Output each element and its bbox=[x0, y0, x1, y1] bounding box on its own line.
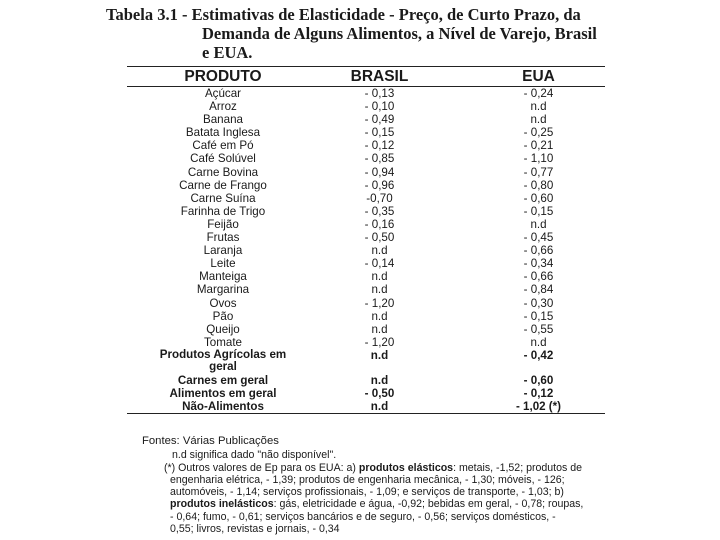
brasil-value: - 0,10 bbox=[364, 100, 395, 114]
product-name: Frutas bbox=[206, 231, 240, 245]
eua-value: - 0,84 bbox=[523, 283, 554, 297]
summary-row-alimentos bbox=[127, 387, 605, 400]
eua-value: - 0,12 bbox=[523, 386, 554, 400]
eua-value: - 0,21 bbox=[523, 139, 554, 153]
brasil-value: n.d bbox=[371, 309, 388, 323]
table-top-rule bbox=[127, 66, 605, 67]
header-produto: PRODUTO bbox=[184, 68, 262, 85]
table-row bbox=[127, 310, 605, 323]
summary-row-nao-alimentos bbox=[127, 400, 605, 414]
product-name: Feijão bbox=[207, 217, 239, 231]
eua-value: - 0,15 bbox=[523, 309, 554, 323]
brasil-value: - 0,13 bbox=[364, 87, 395, 100]
eua-value: - 0,15 bbox=[523, 204, 554, 218]
product-name: Alimentos em geral bbox=[169, 386, 277, 400]
table-row bbox=[127, 87, 605, 100]
table-row bbox=[127, 192, 605, 205]
brasil-value: n.d bbox=[370, 400, 389, 414]
footnote-line-6: 0,55; livros, revistas e jornais, - 0,34 bbox=[170, 523, 340, 536]
table-row bbox=[127, 270, 605, 283]
nd-note: n.d significa dado "não disponível". bbox=[172, 449, 337, 462]
brasil-value: - 0,50 bbox=[364, 386, 395, 400]
eua-value: - 0,55 bbox=[523, 322, 554, 336]
brasil-value: - 0,85 bbox=[364, 152, 395, 166]
table-row bbox=[127, 244, 605, 257]
brasil-value: - 0,50 bbox=[364, 231, 395, 245]
table-row bbox=[127, 113, 605, 126]
table-row bbox=[127, 283, 605, 296]
table-row bbox=[127, 179, 605, 192]
product-name: Não-Alimentos bbox=[182, 400, 264, 414]
sources-line: Fontes: Várias Publicações bbox=[142, 435, 279, 447]
eua-value: - 0,80 bbox=[523, 178, 554, 192]
brasil-value: n.d bbox=[371, 270, 388, 284]
footnote-line-2: engenharia elétrica, - 1,39; produtos de engenharia mecânica, - 1,30; móveis, - 126; bbox=[170, 473, 565, 486]
eua-value: - 0,45 bbox=[523, 231, 554, 245]
brasil-value: - 0,15 bbox=[364, 126, 395, 140]
eua-value: n.d bbox=[530, 100, 547, 114]
eua-value: - 0,24 bbox=[523, 87, 554, 100]
table-row bbox=[127, 218, 605, 231]
product-name: Batata Inglesa bbox=[185, 126, 261, 140]
table-row bbox=[127, 231, 605, 244]
product-name: Produtos Agrícolas em geral bbox=[159, 347, 287, 374]
product-name: Café em Pó bbox=[192, 139, 254, 153]
eua-value: n.d bbox=[530, 217, 547, 231]
product-name: Margarina bbox=[196, 283, 250, 297]
eua-value: - 0,77 bbox=[523, 165, 554, 179]
brasil-value: - 1,20 bbox=[364, 335, 395, 349]
table-row bbox=[127, 323, 605, 336]
product-name: Queijo bbox=[206, 322, 240, 336]
table-row bbox=[127, 166, 605, 179]
product-name: Arroz bbox=[209, 100, 237, 114]
product-name: Leite bbox=[210, 257, 236, 271]
table-row bbox=[127, 205, 605, 218]
table-caption bbox=[106, 5, 712, 62]
caption-line-3: e EUA. bbox=[202, 43, 253, 62]
product-name: Carne Bovina bbox=[187, 165, 259, 179]
eua-value: n.d bbox=[530, 113, 547, 127]
footnote-line-5: - 0,64; fumo, - 0,61; serviços bancários e de seguro, - 0,56; serviços domésticos, - bbox=[170, 510, 556, 523]
summary-row-agricolas bbox=[127, 349, 605, 374]
header-brasil: BRASIL bbox=[350, 68, 409, 85]
brasil-value: - 1,20 bbox=[364, 296, 395, 310]
eua-value: - 0,66 bbox=[523, 244, 554, 258]
table-row bbox=[127, 257, 605, 270]
eua-value: - 0,25 bbox=[523, 126, 554, 140]
table-row bbox=[127, 126, 605, 139]
product-name: Manteiga bbox=[199, 270, 247, 284]
eua-value: - 1,02 (*) bbox=[515, 400, 562, 414]
eua-value: - 0,30 bbox=[523, 296, 554, 310]
eua-value: - 1,10 bbox=[523, 152, 554, 166]
footnote-line-4: produtos inelásticos: gás, eletricidade e água, -0,92; bebidas em geral, - 0,78; roupas, bbox=[170, 498, 584, 511]
product-name: Pão bbox=[212, 309, 234, 323]
brasil-value: n.d bbox=[371, 244, 388, 258]
brasil-value: - 0,49 bbox=[364, 113, 395, 127]
eua-value: - 0,42 bbox=[523, 348, 554, 362]
eua-value: n.d bbox=[530, 335, 547, 349]
brasil-value: n.d bbox=[371, 322, 388, 336]
brasil-value: - 0,16 bbox=[364, 217, 395, 231]
product-name: Açúcar bbox=[204, 87, 242, 100]
product-rows bbox=[127, 87, 605, 349]
brasil-value: - 0,96 bbox=[364, 178, 395, 192]
table-row bbox=[127, 139, 605, 152]
footnote-line-3: automóveis, - 1,14; serviços profissionais, - 1,09; e serviços de transporte, - 1,03; b) bbox=[170, 486, 564, 499]
brasil-value: - 0,14 bbox=[364, 257, 395, 271]
brasil-value: -0,70 bbox=[366, 191, 393, 205]
table-notes bbox=[118, 435, 718, 535]
eua-value: - 0,60 bbox=[523, 373, 554, 387]
table-row bbox=[127, 152, 605, 165]
summary-row-carnes bbox=[127, 374, 605, 387]
eua-value: - 0,34 bbox=[523, 257, 554, 271]
brasil-value: n.d bbox=[371, 283, 388, 297]
brasil-value: - 0,12 bbox=[364, 139, 395, 153]
header-eua: EUA bbox=[522, 68, 555, 85]
elasticity-table-body bbox=[127, 87, 605, 414]
eua-value: - 0,60 bbox=[523, 191, 554, 205]
table-row bbox=[127, 297, 605, 310]
product-name: Tomate bbox=[203, 335, 243, 349]
product-name: Laranja bbox=[203, 244, 243, 258]
caption-line-2: Demanda de Alguns Alimentos, a Nível de Varejo, Brasil bbox=[202, 24, 597, 43]
table-row bbox=[127, 100, 605, 113]
brasil-value: - 0,35 bbox=[364, 204, 395, 218]
brasil-value: - 0,94 bbox=[364, 165, 395, 179]
product-name: Farinha de Trigo bbox=[180, 204, 266, 218]
footnote-line-1: (*) Outros valores de Ep para os EUA: a) produtos elásticos: metais, -1,52; produtos de bbox=[164, 461, 583, 474]
caption-line-1: Tabela 3.1 - Estimativas de Elasticidade - Preço, de Curto Prazo, da bbox=[106, 5, 581, 24]
eua-value: - 0,66 bbox=[523, 270, 554, 284]
product-name: Carnes em geral bbox=[177, 373, 269, 387]
brasil-value: n.d bbox=[370, 348, 389, 362]
product-name: Ovos bbox=[209, 296, 237, 310]
brasil-value: n.d bbox=[370, 373, 389, 387]
product-name: Carne Suína bbox=[190, 191, 256, 205]
product-name: Banana bbox=[203, 113, 243, 127]
product-name: Carne de Frango bbox=[179, 178, 267, 192]
product-name: Café Solúvel bbox=[190, 152, 256, 166]
